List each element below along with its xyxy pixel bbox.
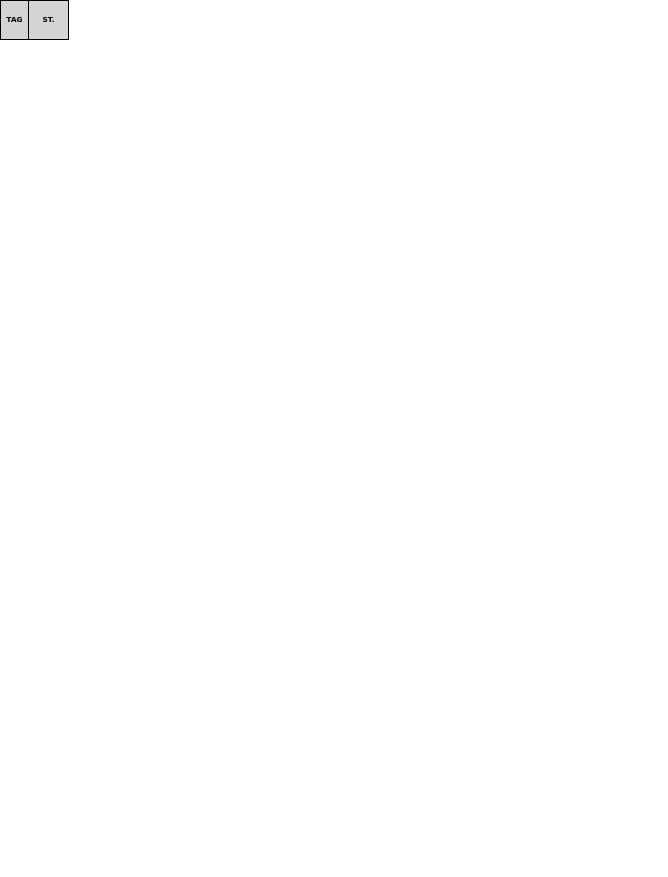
- column-header-line1: TAG: [6, 14, 23, 24]
- header-row: [1, 1, 668, 40]
- table-header: [1, 1, 668, 40]
- column-header-tag: [1, 1, 29, 40]
- column-header-st: [29, 1, 69, 40]
- timetable: [0, 0, 668, 40]
- column-header-line1: ST.: [42, 14, 55, 24]
